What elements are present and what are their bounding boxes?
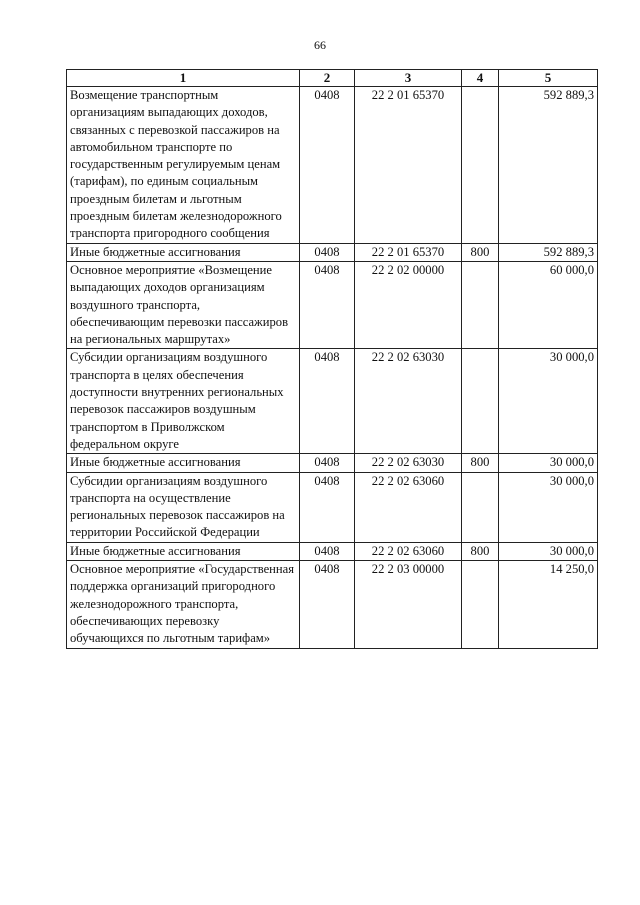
header-col-3: 3 [355, 70, 462, 87]
row-target: 22 2 02 00000 [355, 261, 462, 348]
row-target: 22 2 02 63030 [355, 349, 462, 454]
row-name: Субсидии организациям воздушного транспорта в целях обеспечения доступности внутренних региональных перевозок пассажиров воздушным транспортом в Приволжском федеральном округе [67, 349, 300, 454]
row-amount: 30 000,0 [499, 454, 598, 472]
row-name: Субсидии организациям воздушного транспорта на осуществление региональных перевозок пассажиров на территории Российской Федерации [67, 472, 300, 542]
row-section: 0408 [300, 87, 355, 244]
row-type [462, 349, 499, 454]
header-col-5: 5 [499, 70, 598, 87]
row-section: 0408 [300, 454, 355, 472]
row-name: Основное мероприятие «Государственная поддержка организаций пригородного железнодорожного транспорта, обеспечивающих перевозку обучающихся по льготным тарифам» [67, 561, 300, 648]
table-row [67, 243, 598, 261]
row-name: Иные бюджетные ассигнования [67, 542, 300, 560]
row-section: 0408 [300, 472, 355, 542]
row-type [462, 561, 499, 648]
row-type: 800 [462, 542, 499, 560]
page-number: 66 [314, 38, 326, 52]
row-type: 800 [462, 454, 499, 472]
row-amount: 30 000,0 [499, 349, 598, 454]
row-amount: 14 250,0 [499, 561, 598, 648]
table-row [67, 87, 598, 244]
row-target: 22 2 03 00000 [355, 561, 462, 648]
header-col-2: 2 [300, 70, 355, 87]
row-amount: 60 000,0 [499, 261, 598, 348]
row-target: 22 2 02 63030 [355, 454, 462, 472]
table-row [67, 472, 598, 542]
row-name: Возмещение транспортным организациям выпадающих доходов, связанных с перевозкой пассажиров на автомобильном транспорте по государственным регулируемым ценам (тарифам), по единым социальным проездным билетам и льготным проездным билетам железнодорожного транспорта пригородного сообщения [67, 87, 300, 244]
row-section: 0408 [300, 261, 355, 348]
header-col-1: 1 [67, 70, 300, 87]
row-type: 800 [462, 243, 499, 261]
row-section: 0408 [300, 542, 355, 560]
row-name: Иные бюджетные ассигнования [67, 243, 300, 261]
table-row [67, 261, 598, 348]
row-amount: 30 000,0 [499, 472, 598, 542]
row-section: 0408 [300, 243, 355, 261]
table-header-row [67, 70, 598, 87]
table-row [67, 349, 598, 454]
row-target: 22 2 01 65370 [355, 87, 462, 244]
row-target: 22 2 01 65370 [355, 243, 462, 261]
row-name: Основное мероприятие «Возмещение выпадающих доходов организациям воздушного транспорта, обеспечивающим перевозки пассажиров на региональных маршрутах» [67, 261, 300, 348]
budget-table [66, 69, 598, 649]
table-row [67, 561, 598, 648]
row-type [462, 472, 499, 542]
row-name: Иные бюджетные ассигнования [67, 454, 300, 472]
row-amount: 30 000,0 [499, 542, 598, 560]
row-section: 0408 [300, 561, 355, 648]
row-target: 22 2 02 63060 [355, 472, 462, 542]
row-amount: 592 889,3 [499, 243, 598, 261]
row-target: 22 2 02 63060 [355, 542, 462, 560]
row-amount: 592 889,3 [499, 87, 598, 244]
row-type [462, 87, 499, 244]
table-row [67, 542, 598, 560]
table-row [67, 454, 598, 472]
row-type [462, 261, 499, 348]
row-section: 0408 [300, 349, 355, 454]
header-col-4: 4 [462, 70, 499, 87]
